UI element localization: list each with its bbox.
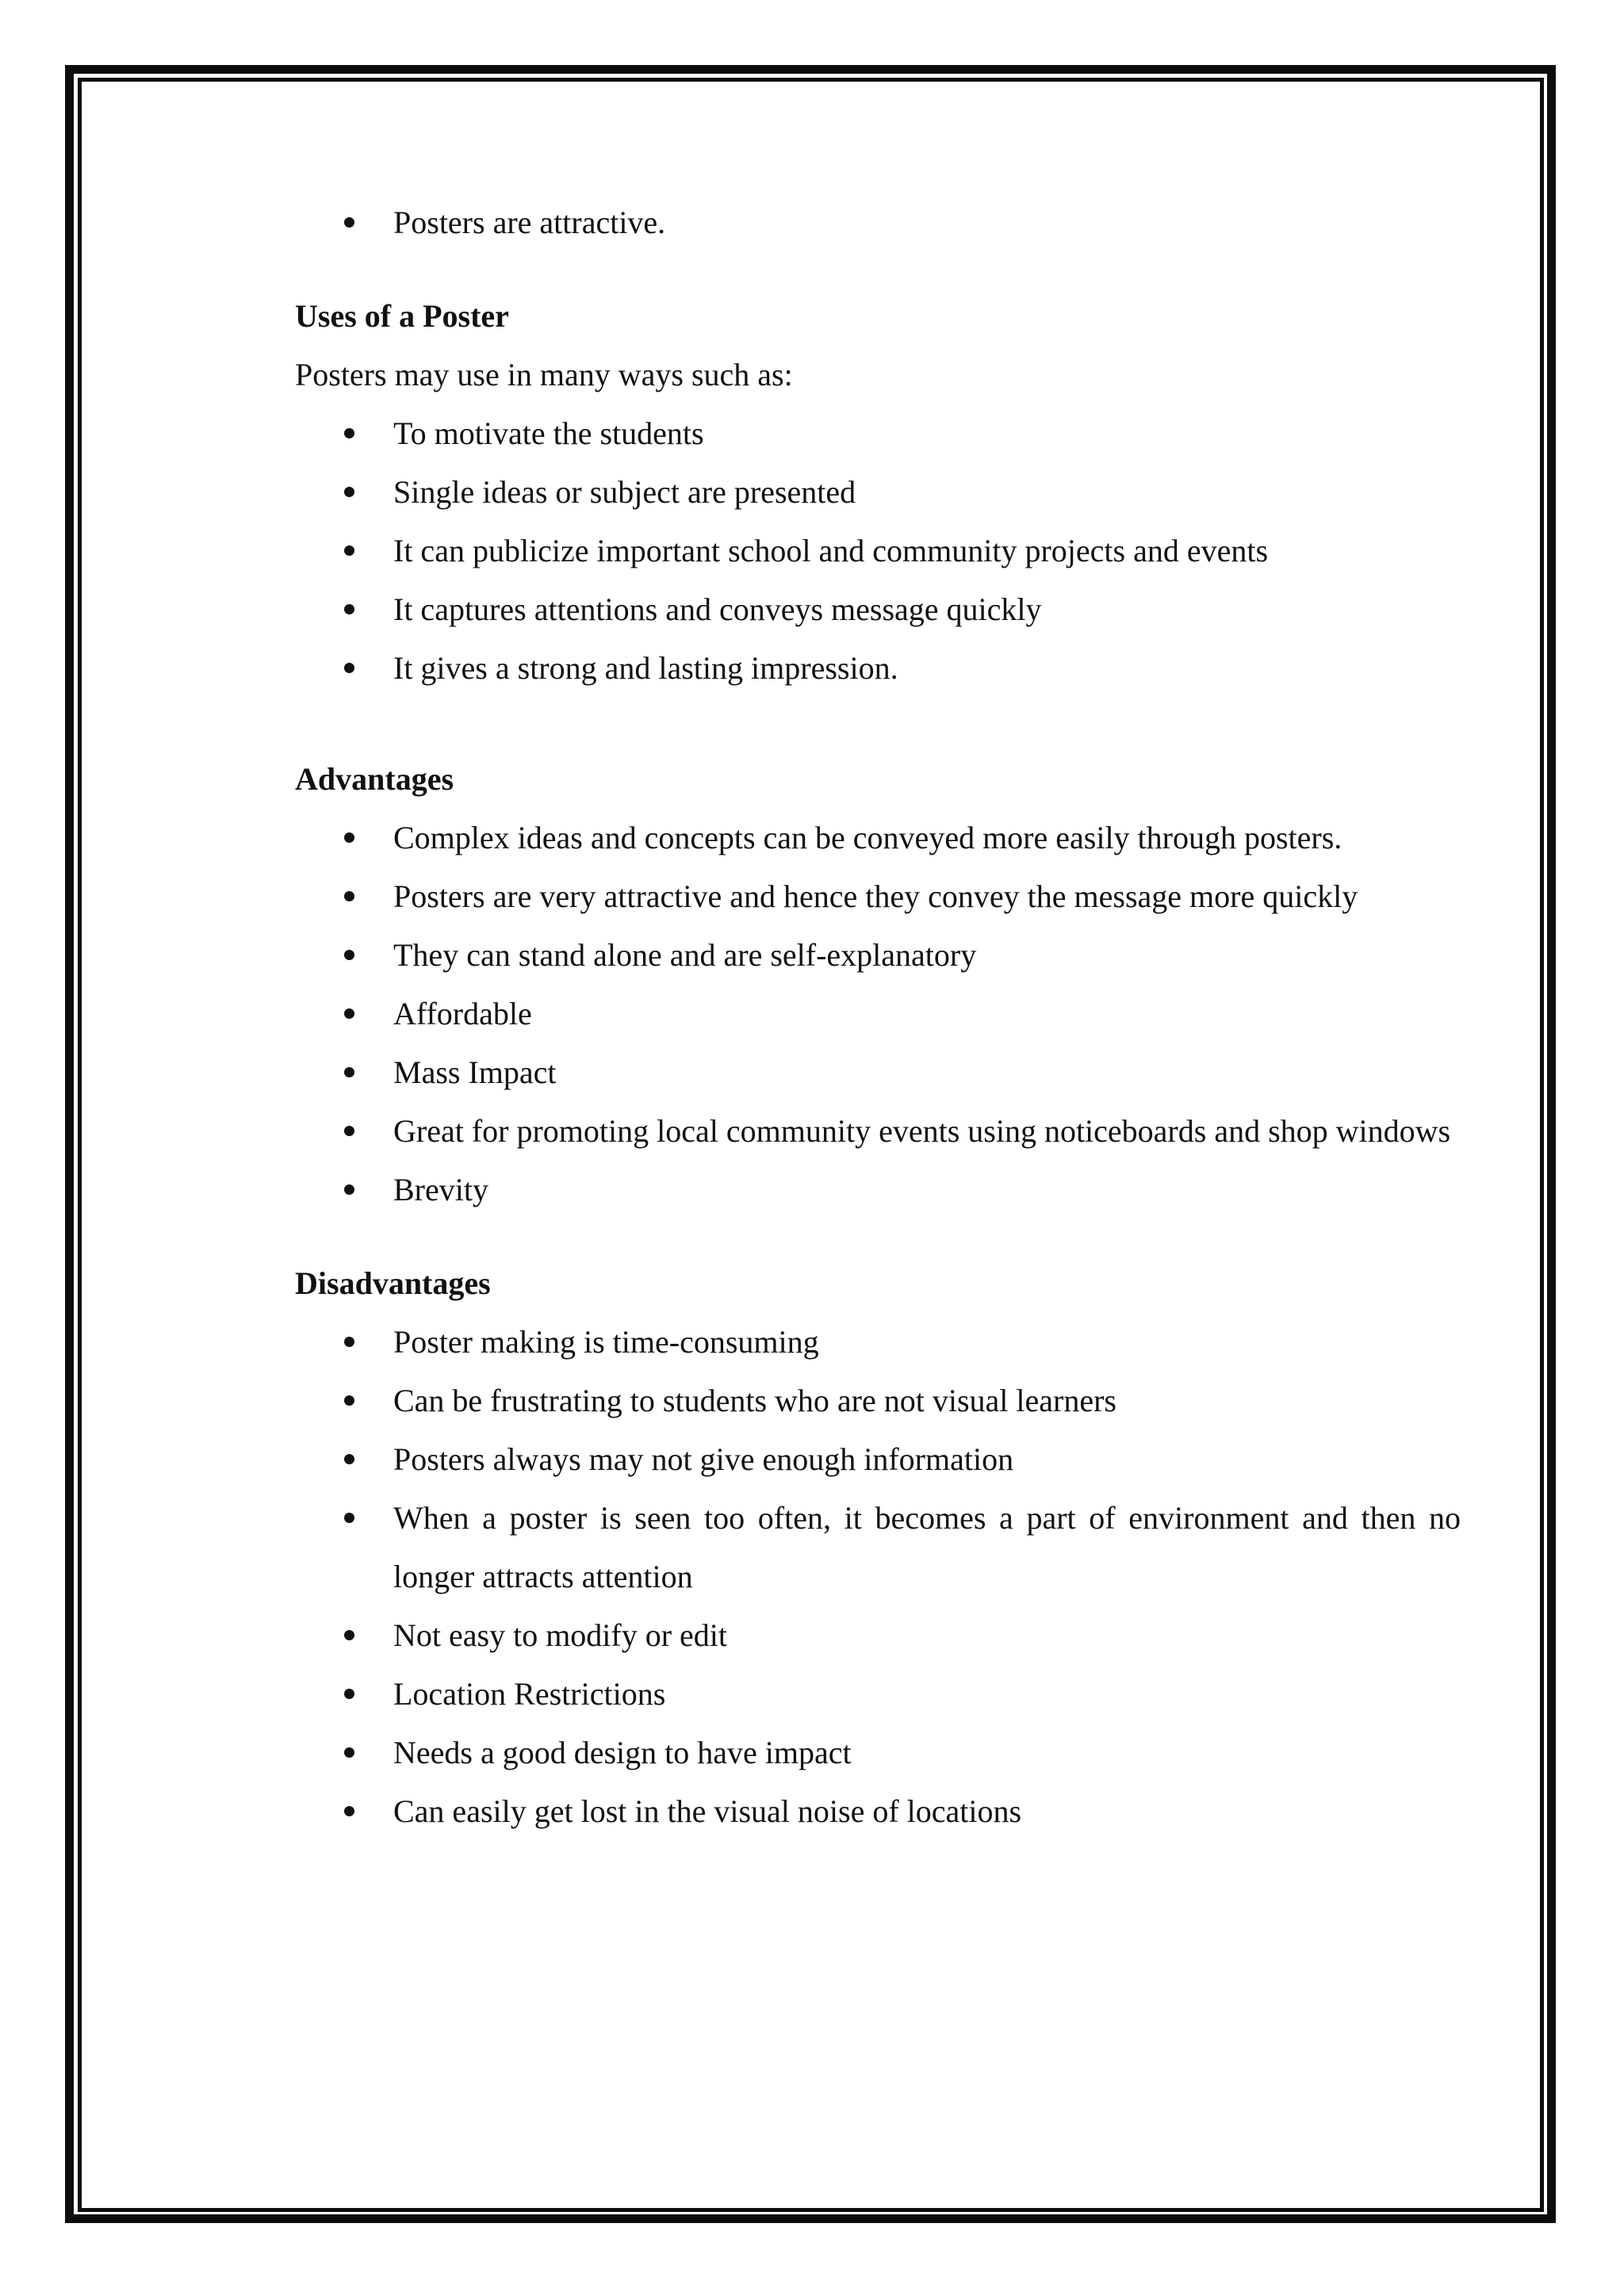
bullet-icon — [344, 545, 354, 556]
list-item: Affordable — [295, 985, 1461, 1043]
uses-section — [295, 287, 1461, 698]
bullet-icon — [344, 1689, 354, 1699]
bullet-icon — [344, 1454, 354, 1464]
list-item: It gives a strong and lasting impression. — [295, 639, 1461, 698]
list-item: Location Restrictions — [295, 1665, 1461, 1724]
list-item: To motivate the students — [295, 404, 1461, 463]
list-item: Complex ideas and concepts can be conveyed more easily through posters. — [295, 809, 1461, 867]
bullet-icon — [344, 1008, 354, 1019]
list-item: When a poster is seen too often, it becomes a part of environment and then no longer attracts attention — [295, 1489, 1461, 1606]
intro-list — [295, 193, 1461, 252]
bullet-icon — [344, 1806, 354, 1816]
bullet-icon — [344, 663, 354, 673]
bullet-icon — [344, 487, 354, 497]
uses-list — [295, 404, 1461, 698]
list-item: Needs a good design to have impact — [295, 1724, 1461, 1782]
bullet-icon — [344, 1747, 354, 1758]
disadvantages-section — [295, 1254, 1461, 1841]
bullet-icon — [344, 1184, 354, 1195]
list-item: Poster making is time-consuming — [295, 1313, 1461, 1372]
list-item: Posters are very attractive and hence they convey the message more quickly — [295, 867, 1461, 926]
section-lead: Posters may use in many ways such as: — [295, 357, 793, 392]
list-item: Single ideas or subject are presented — [295, 463, 1461, 522]
list-item: Brevity — [295, 1161, 1461, 1219]
bullet-icon — [344, 217, 354, 228]
list-item: It captures attentions and conveys message quickly — [295, 580, 1461, 639]
bullet-icon — [344, 891, 354, 901]
bullet-icon — [344, 1395, 354, 1406]
bullet-icon — [344, 1337, 354, 1347]
bullet-icon — [344, 604, 354, 614]
document-body — [295, 193, 1461, 1841]
list-item: Posters always may not give enough information — [295, 1430, 1461, 1489]
list-item: Not easy to modify or edit — [295, 1606, 1461, 1665]
bullet-icon — [344, 1126, 354, 1136]
bullet-icon — [344, 832, 354, 843]
advantages-section — [295, 750, 1461, 1219]
list-item: Mass Impact — [295, 1043, 1461, 1102]
list-item: They can stand alone and are self-explanatory — [295, 926, 1461, 985]
section-heading: Advantages — [295, 761, 454, 797]
bullet-icon — [344, 1067, 354, 1077]
bullet-icon — [344, 1513, 354, 1523]
list-item: It can publicize important school and community projects and events — [295, 522, 1461, 580]
disadvantages-list — [295, 1313, 1461, 1841]
bullet-icon — [344, 428, 354, 438]
list-item: Posters are attractive. — [295, 193, 1461, 252]
section-heading: Uses of a Poster — [295, 298, 509, 334]
list-item: Great for promoting local community events using noticeboards and shop windows — [295, 1102, 1461, 1161]
advantages-list — [295, 809, 1461, 1219]
bullet-icon — [344, 950, 354, 960]
list-item: Can easily get lost in the visual noise of locations — [295, 1782, 1461, 1841]
bullet-icon — [344, 1630, 354, 1640]
section-heading: Disadvantages — [295, 1265, 491, 1301]
list-item: Can be frustrating to students who are not visual learners — [295, 1372, 1461, 1430]
